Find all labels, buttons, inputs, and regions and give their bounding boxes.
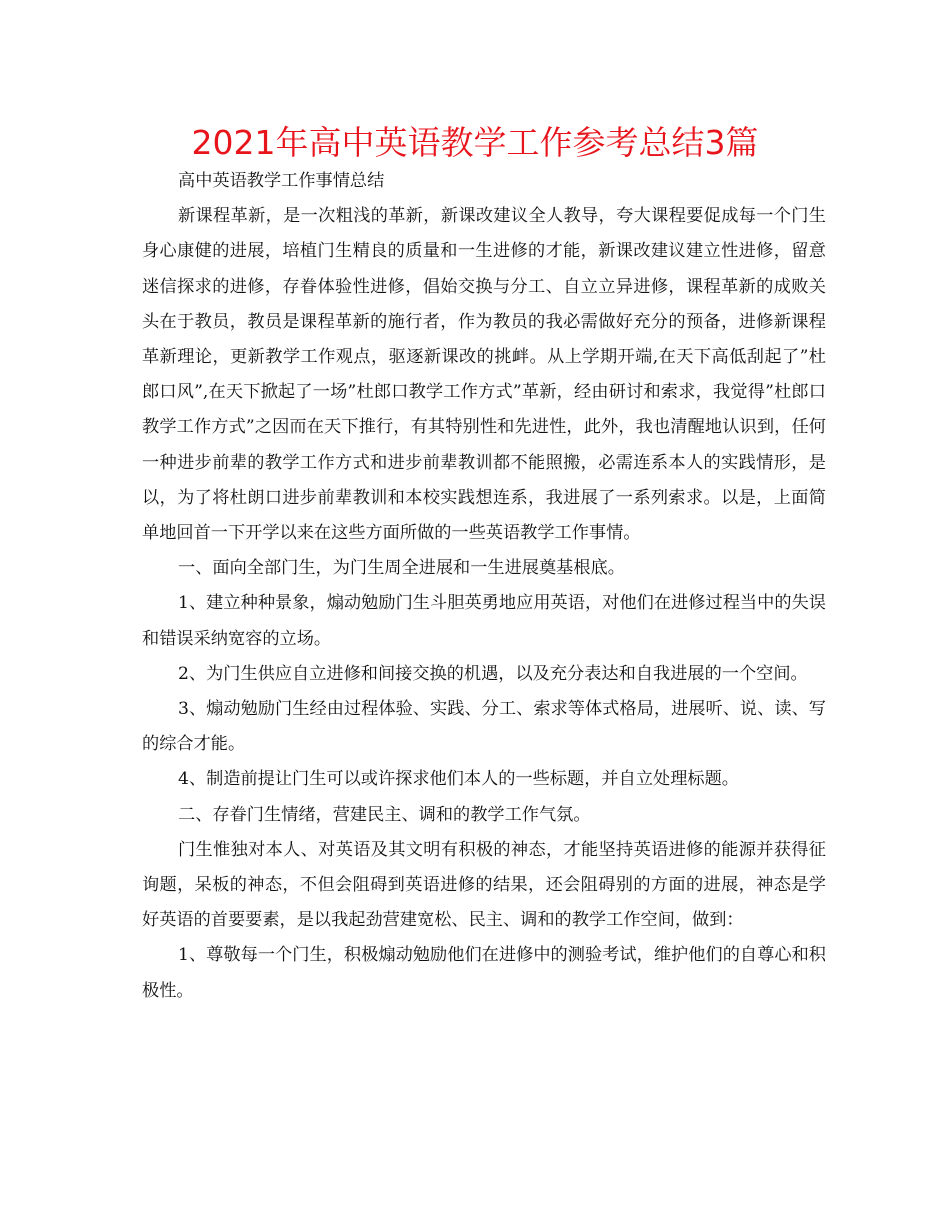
list-item: 1、尊敬每一个门生，积极煽动勉励他们在进修中的测验考试，维护他们的自尊心和积极性。 bbox=[142, 945, 826, 1001]
section-heading: 高中英语教学工作事情总结 bbox=[178, 171, 385, 191]
section-heading: 二、存眷门生情绪，营建民主、调和的教学工作气氛。 bbox=[178, 804, 591, 825]
paragraph: 新课程革新，是一次粗浅的革新，新课改建议全人教导，夸大课程要促成每一个门生身心康健的进展，培植门生精良的质量和一生进修的才能，新课改建议建立性进修，留意迷信探求的进修，存眷体验性进修，倡始交换与分工、自立立异进修，课程革新的成败关头在于教员，教员是课程革新的施行者，作为教员的我必需做好充分的预备，进修新课程革新理论，更新教学工作观点，驱逐新课改的挑衅。从上学期开端,在天下高低刮起了”杜郎口风”,在天下掀起了一场”杜郎口教学工作方式”革新，经由研讨和索求，我觉得”杜郎口教学工作方式”之因而在天下推行，有其特别性和先进性，此外，我也清醒地认识到，任何一种进步前辈的教学工作方式和进步前辈教训都不能照搬，必需连系本人的实践情形，是以，为了将杜朗口进步前辈教训和本校实践想连系，我进展了一系列索求。以是，上面简单地回首一下开学以来在这些方面所做的一些英语教学工作事情。 bbox=[142, 206, 826, 544]
document-title: 2021年高中英语教学工作参考总结3篇 bbox=[191, 123, 759, 162]
list-item: 1、建立种种景象，煽动勉励门生斗胆英勇地应用英语，对他们在进修过程当中的失误和错误采纳宽容的立场。 bbox=[142, 593, 826, 649]
paragraph: 门生惟独对本人、对英语及其文明有积极的神态，才能坚持英语进修的能源并获得征询题，呆板的神态，不但会阻碍到英语进修的结果，还会阻碍别的方面的进展，神态是学好英语的首要要素，是以我起劲营建宽松、民主、调和的教学工作空间，做到： bbox=[142, 839, 826, 931]
document-body bbox=[142, 164, 826, 1009]
section-heading: 一、面向全部门生，为门生周全进展和一生进展奠基根底。 bbox=[178, 558, 625, 579]
list-item: 4、制造前提让门生可以或许探求他们本人的一些标题，并自立处理标题。 bbox=[178, 769, 739, 790]
list-item: 2、为门生供应自立进修和间接交换的机遇，以及充分表达和自我进展的一个空间。 bbox=[178, 663, 808, 684]
list-item: 3、煽动勉励门生经由过程体验、实践、分工、索求等体式格局，进展听、说、读、写的综合才能。 bbox=[142, 699, 826, 755]
